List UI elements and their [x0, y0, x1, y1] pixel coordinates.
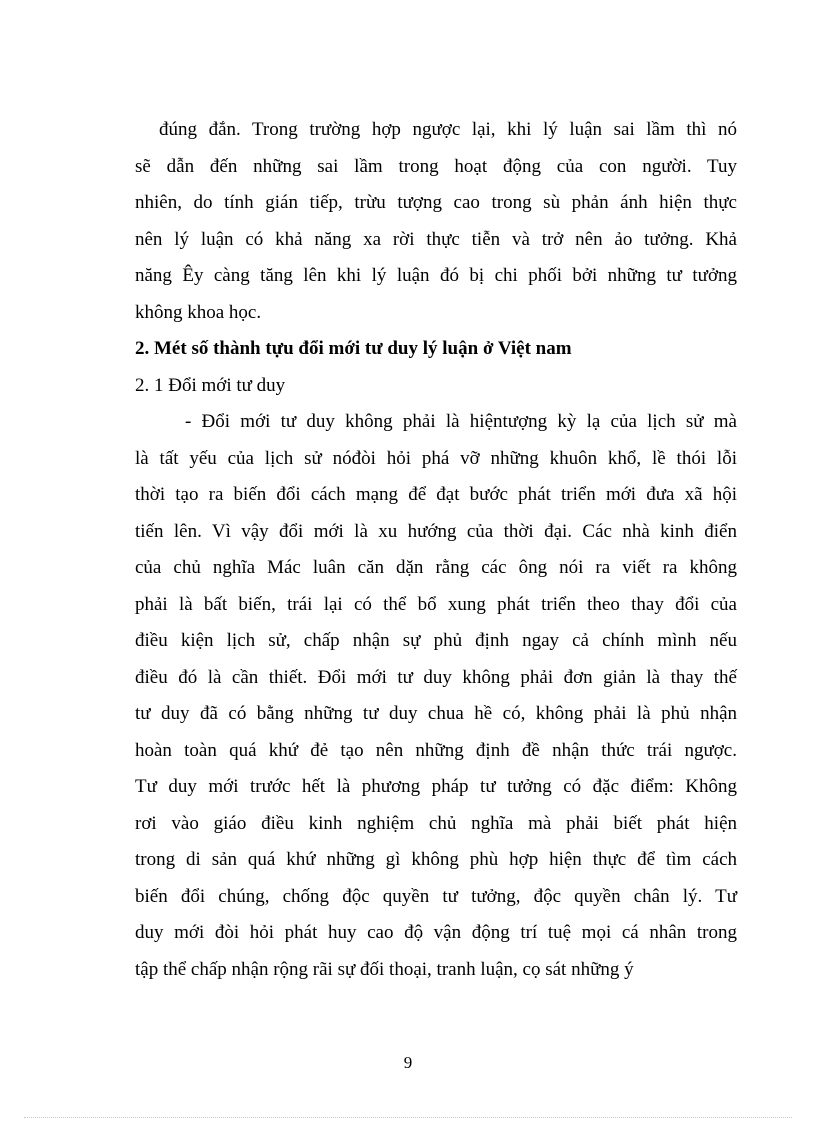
- paragraph-line: trong di sản quá khứ những gì không phù hợp hiện thực để tìm cách: [135, 849, 737, 870]
- paragraph-continuation: [135, 112, 737, 331]
- paragraph-line: Tư duy mới trước hết là phương pháp tư tưởng có đặc điểm: Không: [135, 776, 737, 797]
- paragraph-line: nên lý luận có khả năng xa rời thực tiễn và trở nên ảo tưởng. Khả: [135, 228, 737, 250]
- paragraph-line: duy mới đòi hỏi phát huy cao độ vận động trí tuệ mọi cá nhân trong: [135, 922, 737, 943]
- section-heading: 2. Mét số thành tựu đổi mới tư duy lý luận ở Việt nam: [135, 338, 572, 359]
- paragraph-line: của chủ nghĩa Mác luân căn dặn rằng các ông nói ra viết ra không: [135, 557, 737, 578]
- paragraph-line: tập thể chấp nhận rộng rãi sự đối thoại, tranh luận, cọ sát những ý: [135, 958, 634, 980]
- paragraph-line: tư duy đã có bằng những tư duy chua hề có, không phải là phủ nhận: [135, 703, 737, 724]
- paragraph-line: phải là bất biến, trái lại có thể bổ xung phát triển theo thay đổi của: [135, 593, 737, 615]
- paragraph-line: - Đổi mới tư duy không phải là hiệntượng kỳ lạ của lịch sử mà: [185, 411, 737, 432]
- paragraph-line: nhiên, do tính gián tiếp, trừu tượng cao trong sù phản ánh hiện thực: [135, 192, 737, 213]
- page-bottom-divider: [24, 1117, 792, 1118]
- paragraph-line: rơi vào giáo điều kinh nghiệm chủ nghĩa mà phải biết phát hiện: [135, 812, 737, 834]
- paragraph-line: điều đó là cần thiết. Đổi mới tư duy không phải đơn giản là thay thế: [135, 666, 737, 688]
- paragraph-line: tiến lên. Vì vậy đổi mới là xu hướng của thời đại. Các nhà kinh điển: [135, 520, 737, 542]
- paragraph-renovation: [135, 404, 737, 988]
- paragraph-line: năng Êy càng tăng lên khi lý luận đó bị chi phối bởi những tư tưởng: [135, 265, 737, 286]
- paragraph-line: biến đổi chúng, chống độc quyền tư tưởng, độc quyền chân lý. Tư: [135, 885, 737, 907]
- paragraph-line: hoàn toàn quá khứ đẻ tạo nên những định đề nhận thức trái ngược.: [135, 739, 737, 761]
- paragraph-line: đúng đắn. Trong trường hợp ngược lại, khi lý luận sai lầm thì nó: [159, 119, 737, 140]
- page-number: 9: [403, 1053, 413, 1072]
- paragraph-line: điều kiện lịch sử, chấp nhận sự phủ định ngay cả chính mình nếu: [135, 630, 737, 651]
- subsection-heading: 2. 1 Đổi mới tư duy: [135, 374, 286, 396]
- page-body: [135, 112, 737, 988]
- paragraph-line: là tất yếu của lịch sử nóđòi hỏi phá vỡ những khuôn khổ, lề thói lỗi: [135, 447, 737, 469]
- paragraph-line: không khoa học.: [135, 301, 262, 323]
- paragraph-line: sẽ dẫn đến những sai lầm trong hoạt động của con người. Tuy: [135, 155, 737, 177]
- paragraph-line: thời tạo ra biến đổi cách mạng để đạt bước phát triển mới đưa xã hội: [135, 484, 737, 505]
